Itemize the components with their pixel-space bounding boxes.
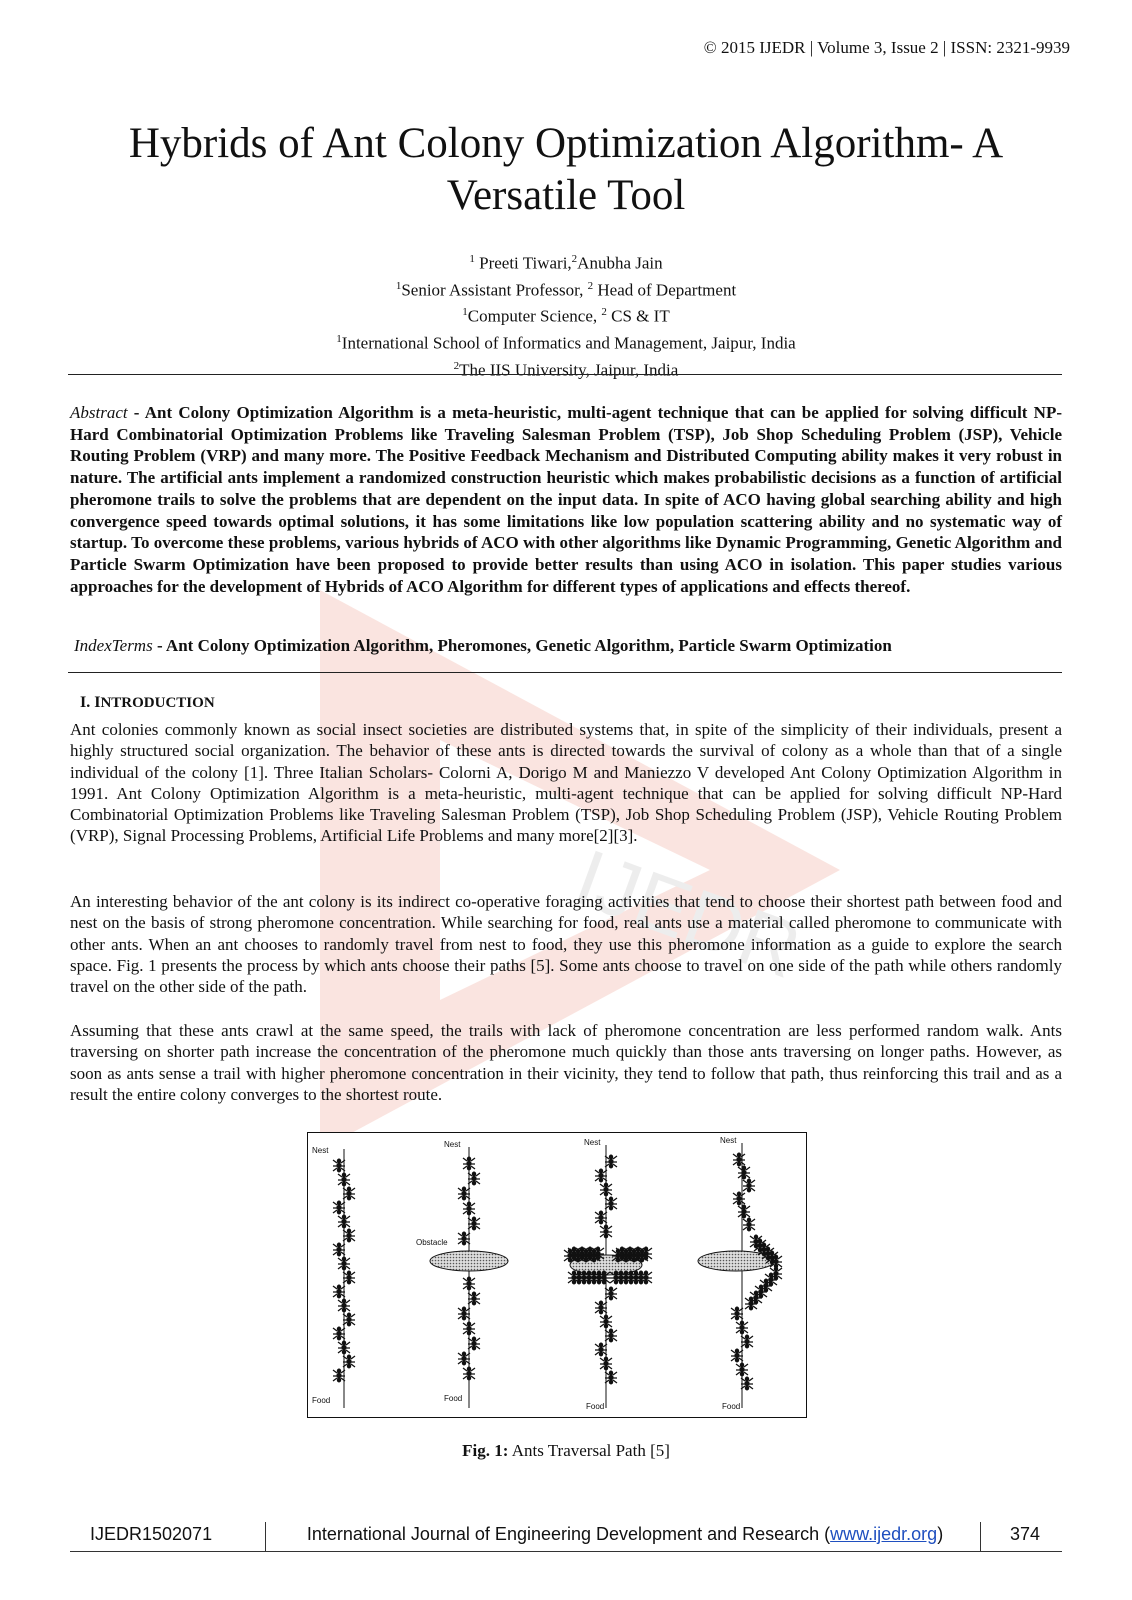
ant-icon: [605, 1287, 617, 1301]
label-nest-4: Nest: [720, 1136, 737, 1145]
ant-icon: [458, 1352, 470, 1366]
ants-path-illustration: [308, 1133, 806, 1417]
journal-url-link[interactable]: www.ijedr.org: [830, 1524, 938, 1544]
ant-icon: [343, 1355, 355, 1369]
ant-icon: [738, 1166, 750, 1180]
ant-icon: [343, 1271, 355, 1285]
ant-icon: [463, 1277, 475, 1291]
label-obstacle: Obstacle: [416, 1238, 448, 1247]
index-terms: [74, 636, 1062, 656]
label-food-1: Food: [312, 1396, 331, 1405]
title-line-2: Versatile Tool: [446, 172, 686, 219]
label-nest-2: Nest: [444, 1140, 461, 1149]
ant-icon: [333, 1285, 345, 1299]
ant-icon: [333, 1159, 345, 1173]
paragraph-1: Ant colonies commonly known as social insect societies are distributed systems that, in spite of the simplicity of their individuals, present a highly structured social organization. The behavior of these ants is directed towards the survival of colony as a whole than that of a single individual of the colony [1]. Three Italian Scholars- Colorni A, Dorigo M and Maniezzo V developed Ant Colony Optimization Algorithm in 1991. Ant Colony Optimization Algorithm is a meta-heuristic, multi-agent technique that can be applied for solving difficult NP-Hard Combinatorial Optimization Problems like Traveling Salesman Problem (TSP), Job Shop Scheduling Problem (JSP), Vehicle Routing Problem (VRP), Signal Processing Problems, Artificial Life Problems and many more[2][3].: [70, 720, 1062, 846]
paper-id: IJEDR1502071: [90, 1524, 213, 1544]
ant-icon: [463, 1202, 475, 1216]
ant-icon: [338, 1173, 350, 1187]
ant-icon: [741, 1335, 753, 1349]
caption-text: Ants Traversal Path [5]: [508, 1441, 670, 1460]
ant-icon: [770, 1255, 782, 1269]
author-block: [70, 248, 1062, 381]
author-roles: $^1$Senior Assistant Professor, $^2$ Head of Department: [395, 279, 737, 300]
ant-icon: [333, 1201, 345, 1215]
ant-icon: [600, 1315, 612, 1329]
ant-icon: [338, 1215, 350, 1229]
ant-icon: [731, 1349, 743, 1363]
label-food-3: Food: [586, 1402, 605, 1411]
divider-top: [68, 374, 1062, 375]
label-food-2: Food: [444, 1394, 463, 1403]
ant-icon: [333, 1243, 345, 1257]
ant-icon: [640, 1247, 652, 1261]
ant-icon: [743, 1218, 755, 1232]
ant-icon: [463, 1157, 475, 1171]
ant-icon: [333, 1327, 345, 1341]
ant-icon: [458, 1232, 470, 1246]
ant-icon: [468, 1337, 480, 1351]
ant-icon: [338, 1257, 350, 1271]
ant-icon: [595, 1343, 607, 1357]
ant-icon: [605, 1155, 617, 1169]
ant-icon: [743, 1179, 755, 1193]
ant-icon: [745, 1297, 757, 1311]
ant-icon: [600, 1225, 612, 1239]
ant-icon: [733, 1153, 745, 1167]
ant-icon: [640, 1271, 652, 1285]
journal-name: International Journal of Engineering Development and Research (www.ijedr.org): [306, 1524, 944, 1544]
ant-icon: [595, 1169, 607, 1183]
ant-icon: [458, 1187, 470, 1201]
page-footer: [70, 1522, 1062, 1552]
obstacle-2: [430, 1251, 508, 1271]
ant-icon: [736, 1363, 748, 1377]
journal-header: © 2015 IJEDR | Volume 3, Issue 2 | ISSN: 2321-9939: [703, 38, 1070, 57]
ant-icon: [338, 1299, 350, 1313]
paragraph-3: Assuming that these ants crawl at the same speed, the trails with lack of pheromone concentration are less performed random walk. Ants traversing on shorter path increase the concentration of the pheromone much quickly than those ants traversing on longer paths. However, as soon as ants sense a trail with higher pheromone concentration in their vicinity, they tend to follow that path, thus reinforcing this trail and as a result the entire colony converges to the shortest route.: [70, 1021, 1062, 1104]
ant-icon: [343, 1313, 355, 1327]
ant-icon: [605, 1371, 617, 1385]
divider-bottom: [68, 672, 1062, 673]
ant-icon: [468, 1292, 480, 1306]
ant-icon: [741, 1377, 753, 1391]
ant-icon: [458, 1307, 470, 1321]
paper-title: [70, 118, 1062, 222]
paragraph-2: An interesting behavior of the ant colony is its indirect co-operative foraging activities that tend to choose their shortest path between food and nest on the basis of strong pheromone concentration. While searching for food, real ants use a material called pheromone to communicate with other ants. When an ant chooses to randomly travel from nest to food, they use this pheromone information as a guide to explore the search space. Fig. 1 presents the process by which ants choose their paths [5]. Some ants choose to travel on one side of the path while others randomly travel on the other side of the path.: [70, 892, 1062, 997]
figure-caption: [70, 1441, 1062, 1461]
ant-icon: [333, 1369, 345, 1383]
abstract-text: - Ant Colony Optimization Algorithm is a meta-heuristic, multi-agent technique that can be applied for solving difficult NP-Hard Combinatorial Optimization Problems like Traveling Salesman Problem (TSP), Job Shop Scheduling Problem (JSP), Vehicle Routing Problem (VRP) and many more. The Positive Feedback Mechanism and Distributed Computing ability makes it very robust in nature. The artificial ants implement a randomized construction heuristic which makes probabilistic decisions as a function of artificial pheromone trails to solve the problems that are dependent on the input data. In spite of ACO having global searching ability and high convergence speed towards optimal solutions, it has some limitations like low population scattering ability and no systematic way of startup. To overcome these problems, various hybrids of ACO with other algorithms like Dynamic Programming, Genetic Algorithm and Particle Swarm Optimization have been proposed to provide better results than using ACO in isolation. This paper studies various approaches for the development of Hybrids of ACO Algorithm for different types of applications and effects thereof.: [70, 403, 1062, 596]
index-terms-label: IndexTerms: [74, 636, 153, 655]
abstract-label: Abstract: [70, 403, 128, 422]
ant-icon: [731, 1307, 743, 1321]
ant-icon: [736, 1321, 748, 1335]
ant-icon: [463, 1322, 475, 1336]
author-names: $^1$ Preeti Tiwari,$^2$Anubha Jain: [469, 253, 663, 273]
caption-label: Fig. 1:: [462, 1441, 509, 1460]
ant-icon: [733, 1192, 745, 1206]
abstract: [70, 402, 1062, 597]
ant-icon: [343, 1229, 355, 1243]
label-nest-3: Nest: [584, 1138, 601, 1147]
ant-icon: [605, 1329, 617, 1343]
watermark-text: IJEDR: [564, 832, 812, 996]
ant-icon: [468, 1172, 480, 1186]
label-nest-1: Nest: [312, 1146, 329, 1155]
index-terms-text: - Ant Colony Optimization Algorithm, Pheromones, Genetic Algorithm, Particle Swarm Optimization: [152, 636, 892, 655]
ant-icon: [598, 1271, 610, 1285]
ant-icon: [600, 1357, 612, 1371]
ant-icon: [468, 1217, 480, 1231]
ant-icon: [343, 1187, 355, 1201]
ant-icon: [600, 1183, 612, 1197]
section-heading-introduction: I. INTRODUCTION: [80, 694, 215, 711]
ant-icon: [595, 1211, 607, 1225]
author-departments: $^1$Computer Science, $^2$ CS & IT: [462, 306, 670, 326]
ant-icon: [338, 1341, 350, 1355]
ant-icon: [605, 1197, 617, 1211]
figure-ants-traversal: [307, 1132, 807, 1418]
ant-icon: [463, 1367, 475, 1381]
page-number: 374: [1009, 1524, 1040, 1544]
label-food-4: Food: [722, 1402, 741, 1411]
ant-icon: [738, 1205, 750, 1219]
title-line-1: Hybrids of Ant Colony Optimization Algorithm- A: [128, 120, 1004, 167]
author-institution-1: $^1$International School of Informatics and Management, Jaipur, India: [336, 332, 796, 353]
ant-icon: [595, 1301, 607, 1315]
ant-icon: [592, 1247, 604, 1261]
author-institution-2: $^2$The IIS University, Jaipur, India: [453, 359, 679, 380]
